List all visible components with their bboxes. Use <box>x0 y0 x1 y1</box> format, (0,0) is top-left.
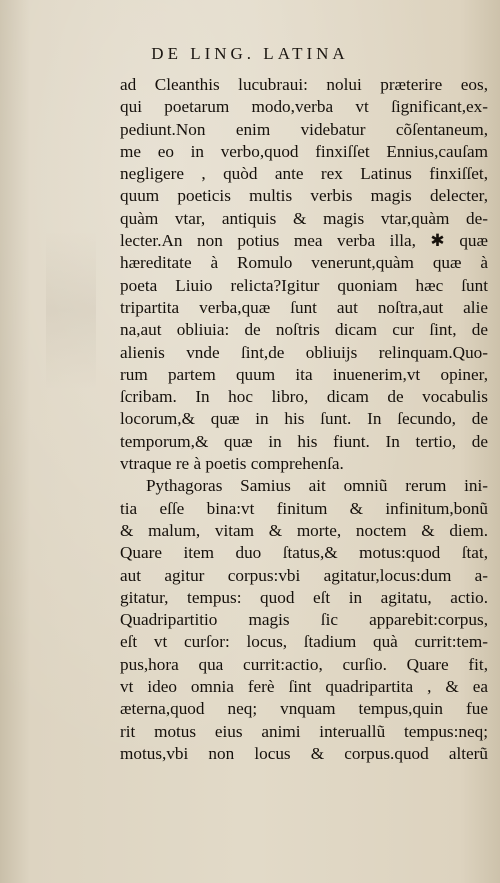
text-block <box>120 74 488 765</box>
text-line: tia eſſe bina:vt finitum & infinitum,bonũ <box>120 498 488 518</box>
text-line: hæreditate à Romulo venerunt,quàm quæ à <box>120 253 488 273</box>
text-line: æterna,quod neq; vnquam tempus,quin fue <box>120 699 488 719</box>
text-line: me eo in verbo,quod finxiſſet Ennius,cauſam <box>120 141 488 161</box>
text-line: & malum, vitam & morte, noctem & diem. <box>120 520 488 540</box>
text-line: lecter.An non potius mea verba illa, ✱ quæ <box>120 231 488 251</box>
text-line: pus,hora qua currit:actio, curſio. Quare fit, <box>120 654 488 674</box>
text-line: eſt vt curſor: locus, ſtadium quà currit:tem- <box>120 632 488 652</box>
show-through-shadow <box>46 230 96 390</box>
text-line: aut agitur corpus:vbi agitatur,locus:dum a- <box>120 565 488 585</box>
text-line: locorum,& quæ in his ſunt. In ſecundo, de <box>120 409 488 429</box>
text-line: ſcribam. In hoc libro, dicam de vocabulis <box>120 387 488 407</box>
text-line: Quare item duo ſtatus,& motus:quod ſtat, <box>120 543 488 563</box>
text-line: tripartita verba,quæ ſunt aut noſtra,aut alie <box>120 297 488 317</box>
text-line: pediunt.Non enim videbatur cõſentaneum, <box>120 119 488 139</box>
text-line: rit motus eius animi interuallũ tempus:neq; <box>120 721 488 741</box>
text-line: motus,vbi non locus & corpus.quod alterũ <box>120 743 488 763</box>
running-head: DE LING. LATINA <box>151 44 349 63</box>
text-line: temporum,& quæ in his fiunt. In tertio, de <box>120 431 488 451</box>
text-line: na,aut obliuia: de noſtris dicam cur ſint, de <box>120 320 488 340</box>
text-line: gitatur, tempus: quod eſt in agitatu, actio. <box>120 587 488 607</box>
text-line: quum poeticis multis verbis magis delecter, <box>120 186 488 206</box>
text-line: quàm vtar, antiquis & magis vtar,quàm de- <box>120 208 488 228</box>
paragraph-first-line: Pythagoras Samius ait omniũ rerum ini- <box>146 476 488 496</box>
text-line: poeta Liuio relicta?Igitur quoniam hæc ſunt <box>120 275 488 295</box>
text-line: Quadripartitio magis ſic apparebit:corpus, <box>120 610 488 630</box>
text-line: rum partem quum ita inuenerim,vt opiner, <box>120 364 488 384</box>
text-line: alienis vnde ſint,de obliuijs relinquam.Quo- <box>120 342 488 362</box>
text-line: vtraque re à poetis comprehenſa. <box>120 454 344 474</box>
text-line: vt ideo omnia ferè ſint quadripartita , & ea <box>120 677 488 697</box>
text-line: ad Cleanthis lucubraui: nolui præterire eos, <box>120 75 488 94</box>
text-line: negligere , quòd ante rex Latinus finxiſſet, <box>120 164 488 184</box>
text-line: qui poetarum modo,verba vt ſignificant,ex- <box>120 97 488 117</box>
